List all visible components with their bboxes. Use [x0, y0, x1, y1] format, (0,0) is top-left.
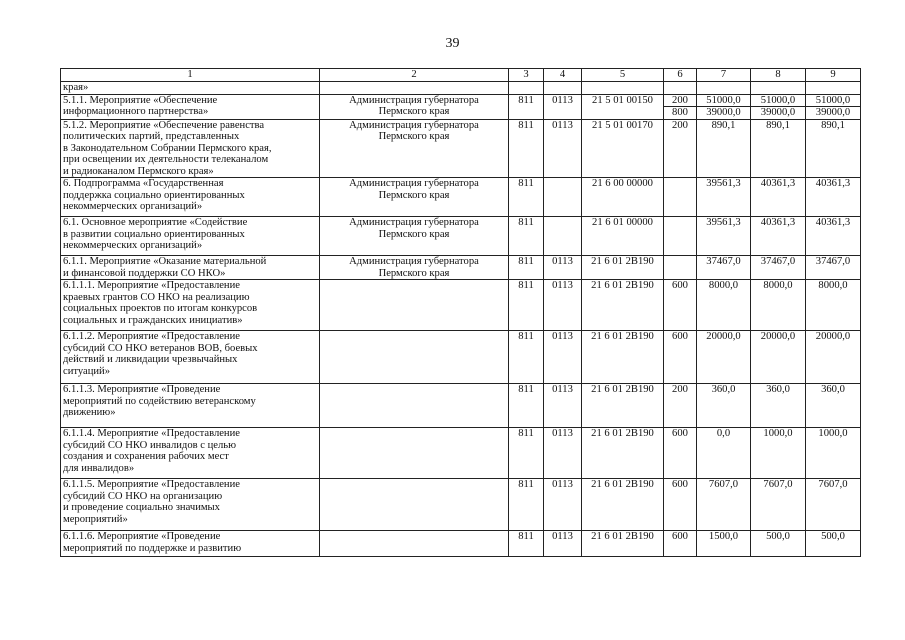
section-code-cell	[544, 178, 582, 217]
expense-type-cell-value: 200	[672, 94, 688, 106]
year3-amount-cell	[806, 119, 861, 178]
year2-amount-cell	[751, 331, 806, 384]
table-row	[61, 428, 861, 479]
year1-amount-cell-value: 7607,0	[708, 479, 739, 490]
administrator-cell	[320, 428, 509, 479]
target-article-cell: 21 5 01 00150	[582, 94, 664, 119]
section-code-cell: 0113	[544, 531, 582, 557]
event-name-cell: края»	[61, 82, 320, 95]
section-code-cell: 0113	[544, 119, 582, 178]
year3-amount-cell-value: 40361,3	[815, 178, 851, 189]
year3-amount-cell-value: 39000,0	[806, 106, 860, 119]
expense-type-cell-value: 600	[672, 531, 688, 542]
header-cell: 7	[697, 69, 751, 82]
event-name-cell: 6.1.1. Мероприятие «Оказание материальной и финансовой поддержки СО НКО»	[61, 256, 320, 280]
year2-amount-cell-value: 500,0	[766, 531, 790, 542]
event-name-cell: 6.1.1.1. Мероприятие «Предоставление краевых грантов СО НКО на реализацию социальных проектов по итогам конкурсов социальных и гражданских инициатив»	[61, 280, 320, 331]
expense-type-cell	[664, 82, 697, 95]
admin-code-cell	[509, 82, 544, 95]
target-article-cell	[582, 82, 664, 95]
event-name-cell: 6.1. Основное мероприятие «Содействие в развитии социально ориентированных некоммерческих организаций»	[61, 217, 320, 256]
year2-amount-cell-value: 7607,0	[763, 479, 793, 490]
year2-amount-cell	[751, 82, 806, 95]
admin-code-cell: 811	[509, 479, 544, 531]
section-code-cell	[544, 217, 582, 256]
event-name-cell: 6.1.1.3. Мероприятие «Проведение мероприятий по содействию ветеранскому движению»	[61, 384, 320, 428]
administrator-cell: Администрация губернатора Пермского края	[320, 119, 509, 178]
target-article-cell: 21 6 01 2В190	[582, 256, 664, 280]
year3-amount-cell	[806, 82, 861, 95]
administrator-cell: Администрация губернатора Пермского края	[320, 217, 509, 256]
year1-amount-cell	[697, 178, 751, 217]
year2-amount-cell	[751, 119, 806, 178]
event-name-cell: 6.1.1.4. Мероприятие «Предоставление субсидий СО НКО инвалидов с целью создания и сохранения рабочих мест для инвалидов»	[61, 428, 320, 479]
year3-amount-cell	[806, 280, 861, 331]
target-article-cell: 21 6 01 2В190	[582, 384, 664, 428]
target-article-cell: 21 5 01 00170	[582, 119, 664, 178]
year3-amount-cell-value: 20000,0	[815, 331, 851, 342]
year1-amount-cell-value: 0,0	[716, 428, 731, 439]
expense-type-cell	[664, 256, 697, 280]
expense-type-cell	[664, 479, 697, 531]
administrator-cell	[320, 82, 509, 95]
year2-amount-cell	[751, 531, 806, 557]
event-name-cell: 6.1.1.2. Мероприятие «Предоставление субсидий СО НКО ветеранов ВОВ, боевых действий и ликвидации чрезвычайных ситуаций»	[61, 331, 320, 384]
section-code-cell: 0113	[544, 94, 582, 119]
table-row	[61, 531, 861, 557]
admin-code-cell: 811	[509, 256, 544, 280]
section-code-cell: 0113	[544, 280, 582, 331]
table-row	[61, 217, 861, 256]
year2-amount-cell-value: 51000,0	[760, 94, 796, 106]
year2-amount-cell-value: 890,1	[766, 119, 790, 131]
section-code-cell: 0113	[544, 479, 582, 531]
administrator-cell	[320, 479, 509, 531]
year1-amount-cell-value: 20000,0	[706, 331, 741, 342]
year3-amount-cell-value: 7607,0	[818, 479, 848, 490]
target-article-cell: 21 6 01 2В190	[582, 479, 664, 531]
admin-code-cell: 811	[509, 531, 544, 557]
year1-amount-cell	[697, 280, 751, 331]
year3-amount-cell	[806, 384, 861, 428]
year2-amount-cell	[751, 217, 806, 256]
year3-amount-cell	[806, 256, 861, 280]
table-row	[61, 119, 861, 178]
year1-amount-cell	[697, 217, 751, 256]
administrator-cell	[320, 331, 509, 384]
event-name-cell: 5.1.2. Мероприятие «Обеспечение равенства политических партий, представленных в Законодательном Собрании Пермского края, при освещении их деятельности телеканалом и радиоканалом Пермского края»	[61, 119, 320, 178]
target-article-cell: 21 6 01 2В190	[582, 280, 664, 331]
table-row	[61, 82, 861, 95]
year3-amount-cell	[806, 217, 861, 256]
header-row	[61, 69, 861, 82]
year1-amount-cell	[697, 428, 751, 479]
table-row	[61, 280, 861, 331]
target-article-cell: 21 6 01 2В190	[582, 531, 664, 557]
year3-amount-cell	[806, 331, 861, 384]
expense-type-cell	[664, 428, 697, 479]
administrator-cell: Администрация губернатора Пермского края	[320, 94, 509, 119]
year3-amount-cell-value: 40361,3	[815, 217, 851, 228]
administrator-cell: Администрация губернатора Пермского края	[320, 178, 509, 217]
header-cell: 1	[61, 69, 320, 82]
year1-amount-cell	[697, 119, 751, 178]
administrator-cell	[320, 384, 509, 428]
year2-amount-cell	[751, 94, 806, 119]
admin-code-cell: 811	[509, 178, 544, 217]
expense-type-cell	[664, 217, 697, 256]
year3-amount-cell	[806, 428, 861, 479]
year3-amount-cell-value: 360,0	[821, 384, 845, 395]
year3-amount-cell	[806, 479, 861, 531]
year1-amount-cell	[697, 256, 751, 280]
header-cell: 8	[751, 69, 806, 82]
admin-code-cell: 811	[509, 428, 544, 479]
header-cell: 2	[320, 69, 509, 82]
year2-amount-cell	[751, 384, 806, 428]
year3-amount-cell-value: 500,0	[821, 531, 845, 542]
target-article-cell: 21 6 00 00000	[582, 178, 664, 217]
year3-amount-cell-value: 37467,0	[815, 256, 851, 267]
expense-type-cell-value: 600	[672, 479, 688, 490]
year2-amount-cell	[751, 479, 806, 531]
year2-amount-cell	[751, 256, 806, 280]
expense-type-cell-value: 200	[672, 384, 688, 395]
header-cell: 9	[806, 69, 861, 82]
year2-amount-cell-value: 39000,0	[751, 106, 805, 119]
admin-code-cell: 811	[509, 94, 544, 119]
year3-amount-cell-value: 8000,0	[818, 280, 848, 291]
admin-code-cell: 811	[509, 217, 544, 256]
expense-type-cell	[664, 331, 697, 384]
administrator-cell	[320, 280, 509, 331]
table-row	[61, 479, 861, 531]
year2-amount-cell-value: 360,0	[766, 384, 790, 395]
expense-type-cell-value: 800	[664, 106, 696, 119]
header-cell: 3	[509, 69, 544, 82]
year1-amount-cell-value: 8000,0	[708, 280, 739, 291]
year1-amount-cell	[697, 82, 751, 95]
table-row	[61, 256, 861, 280]
section-code-cell: 0113	[544, 384, 582, 428]
target-article-cell: 21 6 01 2В190	[582, 331, 664, 384]
target-article-cell: 21 6 01 2В190	[582, 428, 664, 479]
year2-amount-cell	[751, 280, 806, 331]
expense-type-cell	[664, 94, 697, 119]
year1-amount-cell-value: 1500,0	[708, 531, 739, 542]
expense-type-cell	[664, 531, 697, 557]
section-code-cell	[544, 82, 582, 95]
table-row	[61, 331, 861, 384]
year3-amount-cell	[806, 531, 861, 557]
expense-type-cell-value: 600	[672, 428, 688, 439]
section-code-cell: 0113	[544, 428, 582, 479]
year1-amount-cell-value: 37467,0	[706, 256, 741, 267]
page-number: 39	[445, 36, 460, 51]
year1-amount-cell	[697, 331, 751, 384]
administrator-cell: Администрация губернатора Пермского края	[320, 256, 509, 280]
year2-amount-cell-value: 8000,0	[763, 280, 793, 291]
table-row	[61, 94, 861, 119]
expense-type-cell	[664, 384, 697, 428]
target-article-cell: 21 6 01 00000	[582, 217, 664, 256]
year2-amount-cell-value: 40361,3	[760, 217, 796, 228]
event-name-cell: 6.1.1.5. Мероприятие «Предоставление субсидий СО НКО на организацию и проведение социально значимых мероприятий»	[61, 479, 320, 531]
event-name-cell: 6.1.1.6. Мероприятие «Проведение мероприятий по поддержке и развитию	[61, 531, 320, 557]
section-code-cell: 0113	[544, 331, 582, 384]
expense-type-cell-value: 200	[672, 119, 688, 131]
admin-code-cell: 811	[509, 119, 544, 178]
year1-amount-cell-value: 360,0	[711, 384, 736, 395]
year2-amount-cell-value: 37467,0	[760, 256, 796, 267]
year3-amount-cell-value: 1000,0	[818, 428, 848, 439]
year1-amount-cell	[697, 531, 751, 557]
year2-amount-cell-value: 1000,0	[763, 428, 793, 439]
year1-amount-cell	[697, 479, 751, 531]
header-cell: 4	[544, 69, 582, 82]
year2-amount-cell	[751, 178, 806, 217]
administrator-cell	[320, 531, 509, 557]
year3-amount-cell	[806, 94, 861, 119]
year3-amount-cell-value: 890,1	[821, 119, 845, 131]
expense-type-cell	[664, 280, 697, 331]
header-cell: 5	[582, 69, 664, 82]
admin-code-cell: 811	[509, 280, 544, 331]
year1-amount-cell	[697, 94, 751, 119]
year2-amount-cell-value: 20000,0	[760, 331, 796, 342]
year3-amount-cell	[806, 178, 861, 217]
header-cell: 6	[664, 69, 697, 82]
year3-amount-cell-value: 51000,0	[815, 94, 851, 106]
year1-amount-cell-value: 39000,0	[697, 106, 750, 119]
year2-amount-cell	[751, 428, 806, 479]
table-row	[61, 384, 861, 428]
year1-amount-cell-value: 51000,0	[706, 94, 741, 106]
admin-code-cell: 811	[509, 331, 544, 384]
admin-code-cell: 811	[509, 384, 544, 428]
budget-table	[60, 68, 861, 557]
table-row	[61, 178, 861, 217]
year1-amount-cell	[697, 384, 751, 428]
event-name-cell: 5.1.1. Мероприятие «Обеспечение информационного партнерства»	[61, 94, 320, 119]
year2-amount-cell-value: 40361,3	[760, 178, 796, 189]
expense-type-cell-value: 600	[672, 331, 688, 342]
expense-type-cell-value: 600	[672, 280, 688, 291]
year1-amount-cell-value: 890,1	[711, 119, 736, 131]
section-code-cell: 0113	[544, 256, 582, 280]
event-name-cell: 6. Подпрограмма «Государственная поддержка социально ориентированных некоммерческих организаций»	[61, 178, 320, 217]
expense-type-cell	[664, 119, 697, 178]
year1-amount-cell-value: 39561,3	[706, 217, 741, 228]
year1-amount-cell-value: 39561,3	[706, 178, 741, 189]
expense-type-cell	[664, 178, 697, 217]
